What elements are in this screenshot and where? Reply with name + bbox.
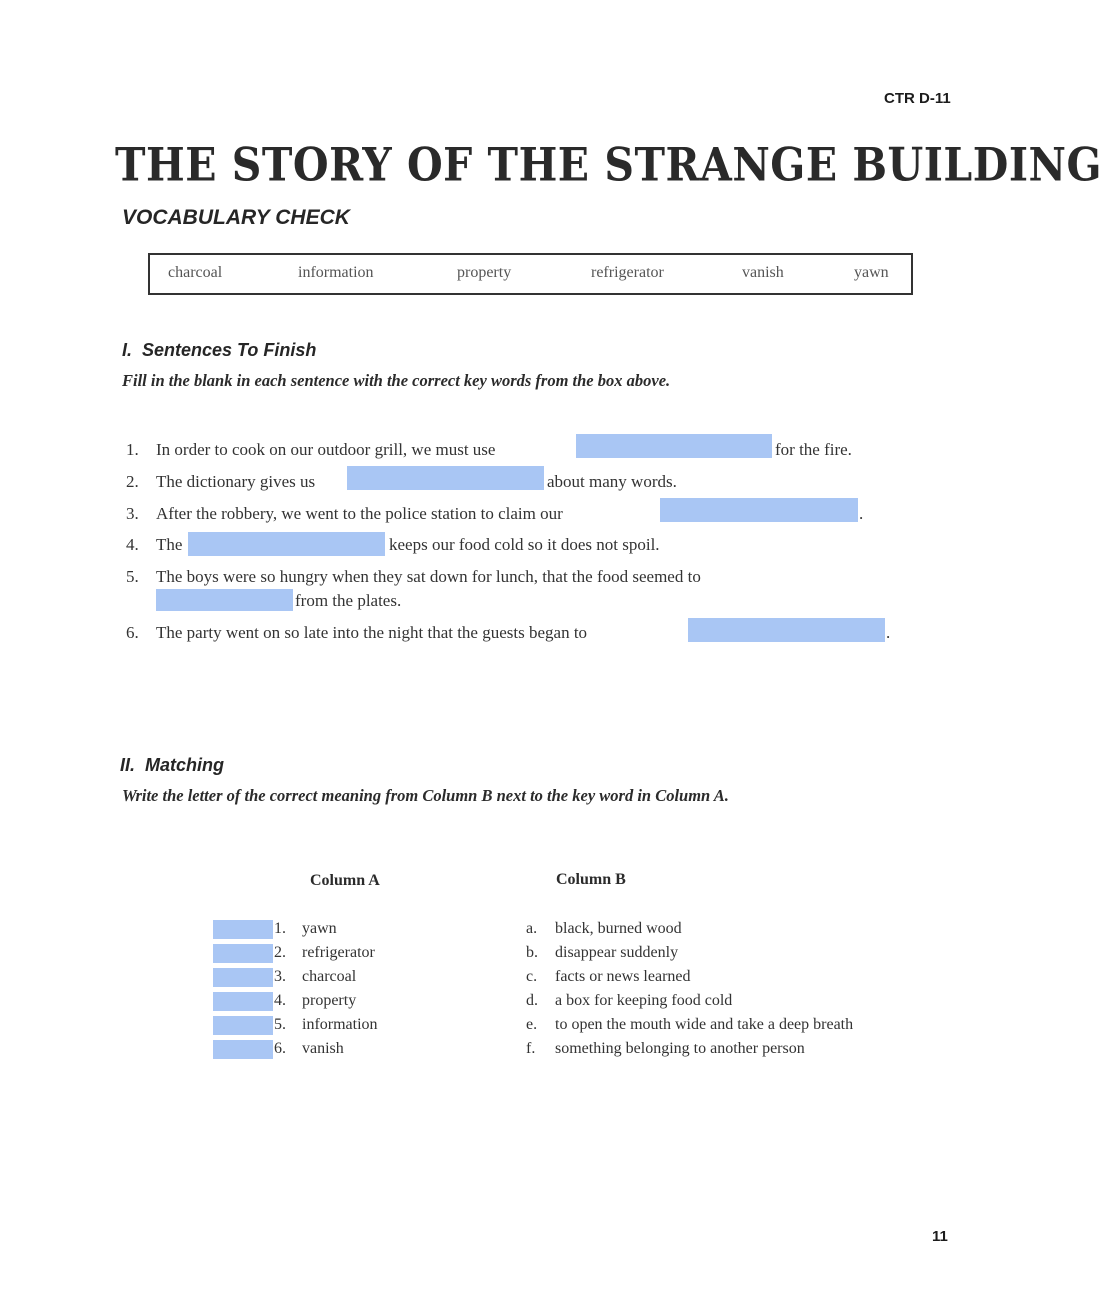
section-heading: I. Sentences To Finish (122, 340, 317, 360)
sentence-end: . (886, 623, 891, 642)
column-a-item: 6. vanish (274, 1040, 344, 1057)
column-b-heading: Column B (556, 871, 626, 888)
match-answer-blank[interactable] (213, 968, 273, 987)
answer-blank[interactable] (576, 434, 772, 458)
column-a-item: 4. property (274, 992, 357, 1009)
sentence-item: 4. The (126, 535, 183, 554)
column-a-heading: Column A (310, 872, 380, 889)
section-instructions: Fill in the blank in each sentence with the correct key words from the box above. (122, 371, 671, 390)
section-subtitle: VOCABULARY CHECK (122, 206, 350, 229)
match-answer-blank[interactable] (213, 992, 273, 1011)
column-b-item: e. to open the mouth wide and take a deep breath (526, 1016, 854, 1033)
sentence-item: 2. The dictionary gives us (126, 472, 316, 491)
sentence-end: about many words. (547, 472, 677, 491)
sentence-item: 6. The party went on so late into the night that the guests began to (126, 623, 588, 642)
sentence-end: . (859, 504, 864, 523)
sentence-end: keeps our food cold so it does not spoil. (389, 535, 660, 554)
column-a-item: 5. information (274, 1016, 378, 1033)
sentence-item: 5. The boys were so hungry when they sat down for lunch, that the food seemed to (126, 567, 701, 586)
vocab-word: information (298, 264, 374, 281)
vocabulary-word-box (148, 253, 913, 295)
document-code: CTR D-11 (884, 90, 951, 107)
column-b-item: c. facts or news learned (526, 968, 691, 985)
column-b-item: f. something belonging to another person (526, 1040, 805, 1057)
match-answer-blank[interactable] (213, 1016, 273, 1035)
vocab-word: vanish (742, 264, 784, 281)
vocab-word: refrigerator (591, 264, 664, 281)
vocab-word: property (457, 264, 512, 281)
column-b-item: b. disappear suddenly (526, 944, 679, 961)
section-instructions: Write the letter of the correct meaning from Column B next to the key word in Column A. (122, 786, 729, 805)
page-title: THE STORY OF THE STRANGE BUILDING (115, 138, 1102, 192)
column-a-item: 1. yawn (274, 920, 337, 937)
answer-blank[interactable] (688, 618, 885, 642)
answer-blank[interactable] (347, 466, 544, 490)
answer-blank[interactable] (156, 589, 293, 611)
sentence-item: 3. After the robbery, we went to the police station to claim our (126, 504, 563, 523)
answer-blank[interactable] (188, 532, 385, 556)
answer-blank[interactable] (660, 498, 858, 522)
vocab-word: charcoal (168, 264, 223, 281)
sentence-end: for the fire. (775, 440, 852, 459)
column-b-item: d. a box for keeping food cold (526, 992, 733, 1009)
column-a-item: 3. charcoal (274, 968, 357, 985)
sentence-end: from the plates. (295, 591, 402, 610)
vocab-word: yawn (854, 264, 889, 281)
column-a-item: 2. refrigerator (274, 944, 375, 961)
match-answer-blank[interactable] (213, 920, 273, 939)
sentence-item: 1. In order to cook on our outdoor grill, we must use (126, 440, 496, 459)
section-heading: II. Matching (120, 755, 225, 775)
match-answer-blank[interactable] (213, 944, 273, 963)
match-answer-blank[interactable] (213, 1040, 273, 1059)
page-number: 11 (932, 1228, 948, 1245)
column-b-item: a. black, burned wood (526, 920, 682, 937)
